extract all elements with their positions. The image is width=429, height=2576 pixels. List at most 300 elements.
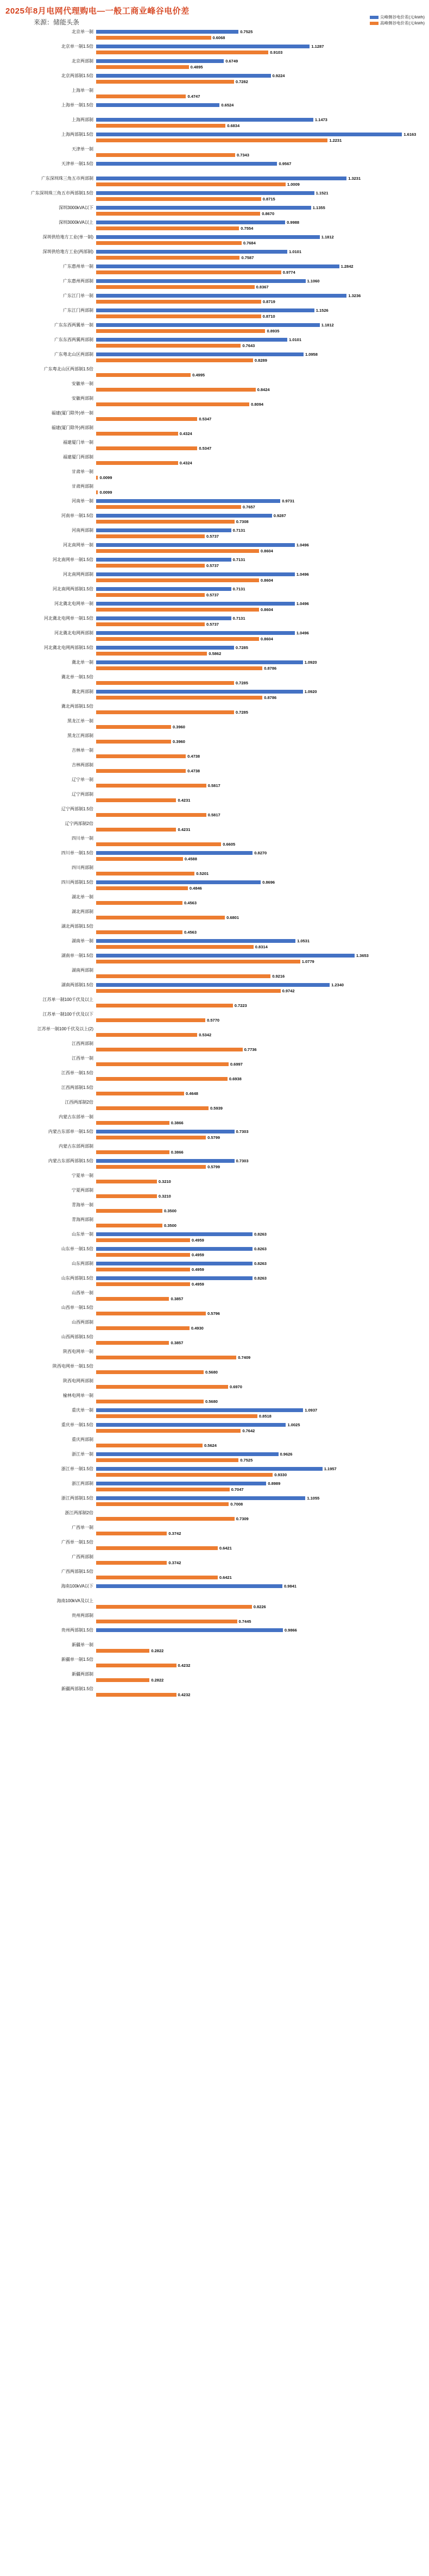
bar-track <box>96 211 429 217</box>
bar-value-high: 0.6997 <box>230 1062 243 1067</box>
bar-row-high <box>0 255 429 261</box>
bar-track <box>96 812 429 818</box>
bar-track <box>96 1451 429 1457</box>
bar-peak <box>96 352 304 356</box>
category-label: 深圳供给地方工业(两部制) <box>42 249 93 254</box>
bar-value-high: 0.2822 <box>151 1678 164 1683</box>
bar-track <box>96 1355 429 1361</box>
bar-track <box>96 1531 429 1536</box>
bar-high <box>96 740 171 744</box>
bar-value-high: 0.3210 <box>158 1194 171 1199</box>
bar-high <box>96 358 253 362</box>
bar-row-peak <box>0 1334 429 1340</box>
bar-row-peak <box>0 1598 429 1604</box>
bar-value-peak: 0.7131 <box>232 528 245 533</box>
category-label: 湖南单一制 <box>72 939 93 943</box>
bar-row-high <box>0 313 429 319</box>
bar-high <box>96 1268 190 1271</box>
chart-group <box>0 425 429 437</box>
bar-peak <box>96 118 313 122</box>
category-label: 广东粤北山区两部制1.5倍 <box>43 367 93 371</box>
bar-row-high <box>0 64 429 70</box>
bar-high <box>96 212 260 216</box>
bar-peak <box>96 616 231 620</box>
bar-value-high: 0.4959 <box>191 1238 204 1243</box>
bar-value-high: 1.0779 <box>301 959 314 964</box>
bar-track <box>96 410 429 416</box>
bar-row-peak <box>0 1158 429 1164</box>
bar-row-peak <box>0 190 429 196</box>
bar-value-high: 0.8289 <box>254 358 267 363</box>
bar-row-peak <box>0 1275 429 1281</box>
bar-row-high <box>0 401 429 407</box>
bar-high <box>96 666 262 670</box>
bar-track <box>96 1686 429 1692</box>
bar-row-high <box>0 1149 429 1155</box>
bar-high <box>96 872 194 876</box>
bar-track <box>96 915 429 921</box>
bar-row-peak <box>0 1099 429 1105</box>
bar-row-high <box>0 49 429 55</box>
bar-track <box>96 615 429 621</box>
bar-high <box>96 1385 228 1389</box>
bar-track <box>96 416 429 422</box>
category-label: 广东江门单一制 <box>63 293 93 298</box>
bar-track <box>96 703 429 709</box>
bar-track <box>96 953 429 959</box>
bar-track <box>96 1275 429 1281</box>
bar-row-high <box>0 915 429 921</box>
bar-value-high: 0.3857 <box>171 1296 184 1301</box>
bar-track <box>96 219 429 225</box>
chart-group <box>0 821 429 833</box>
bar-track <box>96 35 429 41</box>
bar-value-peak: 0.8263 <box>254 1232 267 1237</box>
bar-value-peak: 0.9626 <box>280 1452 293 1457</box>
bar-value-high: 0.7643 <box>242 343 255 348</box>
bar-row-high <box>0 1047 429 1053</box>
bar-value-peak: 0.8696 <box>262 880 275 885</box>
chart-group <box>0 513 429 525</box>
bar-value-high: 0.5799 <box>207 1135 220 1140</box>
bar-value-high: 0.4232 <box>178 1663 191 1668</box>
bar-high <box>96 798 176 802</box>
bar-row-peak <box>0 1671 429 1677</box>
chart-group <box>0 161 429 173</box>
bar-value-high: 0.4738 <box>187 754 200 759</box>
bar-value-high: 0.8710 <box>262 314 275 319</box>
bar-value-high: 0.3960 <box>173 739 185 744</box>
bar-track <box>96 1011 429 1017</box>
bar-row-high <box>0 1091 429 1097</box>
bar-row-high <box>0 709 429 715</box>
bar-row-peak <box>0 659 429 665</box>
bar-track <box>96 1325 429 1331</box>
bar-value-high: 0.6605 <box>223 842 236 847</box>
category-label: 河北南网两部制 <box>63 572 93 577</box>
chart-legend <box>370 14 425 26</box>
bar-peak <box>96 983 330 987</box>
bar-row-peak <box>0 117 429 123</box>
bar-track <box>96 284 429 290</box>
bar-row-peak <box>0 425 429 431</box>
chart-group <box>0 175 429 187</box>
chart-group <box>0 791 429 803</box>
bar-row-peak <box>0 73 429 79</box>
bar-value-high: 0.5737 <box>206 534 219 539</box>
bar-value-high: 0.4324 <box>179 461 192 465</box>
bar-track <box>96 1237 429 1243</box>
bar-track <box>96 357 429 363</box>
chart-group <box>0 278 429 290</box>
category-label: 北京两部制 <box>72 59 93 64</box>
category-label: 榆林电网单一制 <box>63 1393 93 1398</box>
bar-high <box>96 329 265 333</box>
bar-value-high: 0.4747 <box>187 94 200 99</box>
bar-row-peak <box>0 909 429 915</box>
bar-track <box>96 680 429 686</box>
bar-value-high: 0.7684 <box>243 241 256 245</box>
bar-row-high <box>0 1017 429 1023</box>
bar-high <box>96 901 182 905</box>
bar-value-high: 0.5799 <box>207 1164 220 1169</box>
bar-row-high <box>0 1032 429 1038</box>
bar-high <box>96 1502 229 1506</box>
bar-value-peak: 0.9567 <box>279 161 292 166</box>
bar-value-high: 0.4231 <box>178 827 191 832</box>
bar-row-peak <box>0 1393 429 1399</box>
bar-value-high: 0.3500 <box>164 1223 176 1228</box>
bar-high <box>96 1253 190 1257</box>
bar-row-peak <box>0 1481 429 1487</box>
bar-row-high <box>0 1340 429 1346</box>
bar-track <box>96 636 429 642</box>
category-label: 黑龙江两部制 <box>67 733 93 738</box>
bar-track <box>96 1369 429 1375</box>
bar-track <box>96 234 429 240</box>
bar-track <box>96 123 429 129</box>
bar-track <box>96 117 429 123</box>
bar-track <box>96 1349 429 1355</box>
bar-track <box>96 1231 429 1237</box>
chart-group <box>0 73 429 85</box>
chart-group <box>0 1349 429 1361</box>
bar-high <box>96 857 183 861</box>
chart-group <box>0 1217 429 1229</box>
category-label: 辽宁单一制 <box>72 777 93 782</box>
bar-peak <box>96 1452 279 1456</box>
bar-row-peak <box>0 542 429 548</box>
bar-high <box>96 1180 157 1183</box>
chart-group <box>0 1055 429 1067</box>
bar-row-high <box>0 1384 429 1390</box>
bar-row-peak <box>0 821 429 827</box>
category-label: 新疆两部制1.5倍 <box>61 1686 93 1691</box>
bar-row-peak <box>0 953 429 959</box>
category-label: 广东粤北山区两部制 <box>54 352 93 357</box>
bar-row-peak <box>0 1642 429 1648</box>
category-label: 四川单一制1.5倍 <box>61 851 93 855</box>
bar-row-high <box>0 93 429 99</box>
chart-group <box>0 1437 429 1448</box>
category-label: 深圳3000kVA以上 <box>59 220 93 225</box>
bar-value-peak: 1.3231 <box>348 176 361 181</box>
chart-group <box>0 747 429 759</box>
chart-group <box>0 131 429 143</box>
bar-peak <box>96 162 277 166</box>
bar-row-peak <box>0 1510 429 1516</box>
bar-track <box>96 439 429 445</box>
bar-peak <box>96 177 346 180</box>
category-label: 河南两部制 <box>72 528 93 533</box>
bar-row-peak <box>0 879 429 885</box>
bar-peak <box>96 954 355 958</box>
category-label: 辽宁两部制2倍 <box>65 821 93 826</box>
bar-track <box>96 885 429 891</box>
chart-group <box>0 1099 429 1111</box>
bar-peak <box>96 1482 266 1485</box>
bar-track <box>96 1627 429 1633</box>
bar-value-peak: 1.2340 <box>331 982 344 987</box>
bar-track <box>96 431 429 437</box>
bar-track <box>96 1589 429 1595</box>
bar-high <box>96 1532 167 1535</box>
category-label: 福建厦门单一制 <box>63 440 93 445</box>
bar-track <box>96 263 429 269</box>
category-label: 福建厦门两部制 <box>63 455 93 459</box>
bar-row-peak <box>0 469 429 475</box>
bar-row-high <box>0 1648 429 1654</box>
bar-row-peak <box>0 410 429 416</box>
category-label: 青海单一制 <box>72 1202 93 1207</box>
legend-label-peak: 尖峰侧谷电价差(元/kWh) <box>380 15 425 20</box>
bar-track <box>96 1662 429 1668</box>
bar-track <box>96 343 429 349</box>
bar-value-high: 0.3500 <box>164 1208 176 1213</box>
category-label: 四川两部制 <box>72 865 93 870</box>
bar-track <box>96 351 429 357</box>
bar-row-peak <box>0 1041 429 1047</box>
bar-track <box>96 313 429 319</box>
category-label: 山西两部制 <box>72 1320 93 1325</box>
bar-value-peak: 0.6749 <box>225 59 238 64</box>
bar-row-high <box>0 1281 429 1287</box>
bar-row-high <box>0 108 429 114</box>
bar-value-high: 0.5201 <box>196 871 209 876</box>
bar-high <box>96 828 176 832</box>
bar-high <box>96 842 221 846</box>
bar-high <box>96 1546 218 1550</box>
category-label: 江苏单一制100千伏及以下 <box>42 1012 93 1017</box>
bar-track <box>96 797 429 803</box>
bar-row-peak <box>0 1129 429 1135</box>
bar-row-high <box>0 1325 429 1331</box>
bar-track <box>96 1539 429 1545</box>
bar-track <box>96 1217 429 1223</box>
bar-value-high: 0.4563 <box>184 900 197 905</box>
bar-value-peak: 0.7303 <box>236 1129 249 1134</box>
bar-track <box>96 196 429 202</box>
bar-track <box>96 1076 429 1082</box>
chart-group <box>0 58 429 70</box>
category-label: 吉林单一制 <box>72 748 93 753</box>
category-label: 北京单一制 <box>72 29 93 34</box>
bar-row-peak <box>0 1657 429 1662</box>
bar-row-peak <box>0 982 429 988</box>
chart-group <box>0 806 429 818</box>
bar-value-high: 0.8604 <box>260 578 273 583</box>
category-label: 江西单一制1.5倍 <box>61 1070 93 1075</box>
bar-track <box>96 255 429 261</box>
category-label: 上海两部制1.5倍 <box>61 132 93 137</box>
bar-track <box>96 1017 429 1023</box>
bar-peak <box>96 59 224 63</box>
bar-row-peak <box>0 263 429 269</box>
bar-track <box>96 225 429 231</box>
bar-row-high <box>0 196 429 202</box>
bar-row-high <box>0 533 429 539</box>
bar-row-peak <box>0 381 429 387</box>
category-label: 安徽两部制 <box>72 396 93 401</box>
bar-value-high: 0.4959 <box>191 1252 204 1257</box>
bar-high <box>96 534 205 538</box>
chart-group <box>0 1495 429 1507</box>
bar-row-high <box>0 1311 429 1317</box>
bar-value-peak: 1.1355 <box>312 205 325 210</box>
bar-value-high: 0.8935 <box>267 329 280 333</box>
chart-group <box>0 43 429 55</box>
bar-value-high: 0.7285 <box>235 710 248 715</box>
category-label: 河南单一制1.5倍 <box>61 513 93 518</box>
bar-track <box>96 1554 429 1560</box>
bar-row-high <box>0 225 429 231</box>
bar-track <box>96 1677 429 1683</box>
bar-row-peak <box>0 762 429 768</box>
bar-track <box>96 513 429 519</box>
chart-group <box>0 1510 429 1522</box>
bar-track <box>96 753 429 759</box>
bar-track <box>96 1143 429 1149</box>
category-label: 冀北单一制1.5倍 <box>61 675 93 679</box>
bar-value-high: 0.8094 <box>251 402 264 407</box>
bar-peak <box>96 1232 253 1236</box>
bar-high <box>96 476 98 480</box>
bar-row-high <box>0 1413 429 1419</box>
bar-high <box>96 784 206 788</box>
bar-value-high: 0.5737 <box>206 563 219 568</box>
bar-value-high: 0.4846 <box>189 886 202 891</box>
bar-row-high <box>0 1355 429 1361</box>
bar-row-high <box>0 1589 429 1595</box>
bar-peak <box>96 1276 253 1280</box>
bar-row-high <box>0 929 429 935</box>
bar-value-high: 0.3742 <box>168 1531 181 1536</box>
bar-track <box>96 1193 429 1199</box>
category-label: 天津单一制 <box>72 147 93 152</box>
bar-high <box>96 564 205 568</box>
bar-track <box>96 381 429 387</box>
chart-group <box>0 498 429 510</box>
category-label: 甘肃两部制 <box>72 484 93 489</box>
bar-value-high: 0.8604 <box>260 549 273 553</box>
chart-group <box>0 1466 429 1478</box>
bar-track <box>96 601 429 607</box>
bar-peak <box>96 1584 282 1588</box>
chart-group <box>0 1290 429 1302</box>
bar-value-peak: 0.8263 <box>254 1261 267 1266</box>
bar-row-high <box>0 445 429 451</box>
category-label: 宁夏两部制 <box>72 1188 93 1193</box>
bar-peak <box>96 308 314 312</box>
bar-value-high: 0.7445 <box>238 1619 251 1624</box>
bar-value-high: 0.8670 <box>262 211 275 216</box>
bar-high <box>96 124 225 128</box>
chart-group <box>0 659 429 671</box>
bar-row-high <box>0 900 429 906</box>
category-label: 上海两部制 <box>72 117 93 122</box>
category-label: 江苏单一制100千伏及以上(2) <box>37 1026 93 1031</box>
category-label: 山东单一制 <box>72 1232 93 1237</box>
bar-track <box>96 563 429 569</box>
bar-row-high <box>0 797 429 803</box>
category-label: 冀北单一制 <box>72 660 93 665</box>
bar-value-high: 0.7587 <box>241 255 254 260</box>
bar-high <box>96 1678 149 1682</box>
chart-group <box>0 454 429 466</box>
chart-group <box>0 381 429 393</box>
bar-peak <box>96 45 310 48</box>
bar-peak <box>96 250 287 254</box>
bar-high <box>96 1018 205 1022</box>
bar-track <box>96 997 429 1003</box>
bar-high <box>96 285 255 289</box>
bar-value-peak: 1.0920 <box>304 689 317 694</box>
bar-track <box>96 533 429 539</box>
bar-row-high <box>0 181 429 187</box>
bar-value-high: 0.3210 <box>158 1179 171 1184</box>
chart-group <box>0 1334 429 1346</box>
bar-track <box>96 152 429 158</box>
bar-peak <box>96 235 320 239</box>
bar-row-high <box>0 343 429 349</box>
bar-row-high <box>0 1223 429 1229</box>
bar-high <box>96 1092 184 1095</box>
bar-value-peak: 1.0531 <box>297 939 310 943</box>
bar-high <box>96 1062 229 1066</box>
bar-value-high: 0.8786 <box>264 695 277 700</box>
bar-track <box>96 695 429 701</box>
bar-row-peak <box>0 131 429 137</box>
bar-value-peak: 1.1055 <box>307 1496 320 1501</box>
bar-row-high <box>0 269 429 275</box>
bar-high <box>96 402 249 406</box>
category-label: 陕西电网两部制 <box>63 1378 93 1383</box>
category-label: 陕西电网单一制1.5倍 <box>52 1364 93 1369</box>
bar-row-high <box>0 636 429 642</box>
chart-group <box>0 1246 429 1258</box>
bar-value-peak: 1.0025 <box>287 1422 300 1427</box>
bar-track <box>96 1179 429 1185</box>
bar-row-peak <box>0 1173 429 1179</box>
bar-value-high: 0.8226 <box>253 1604 266 1609</box>
bar-peak <box>96 279 306 283</box>
chart-group <box>0 1114 429 1126</box>
bar-row-peak <box>0 1070 429 1076</box>
bar-track <box>96 498 429 504</box>
bar-track <box>96 1560 429 1566</box>
bar-track <box>96 592 429 598</box>
bar-row-peak <box>0 498 429 504</box>
